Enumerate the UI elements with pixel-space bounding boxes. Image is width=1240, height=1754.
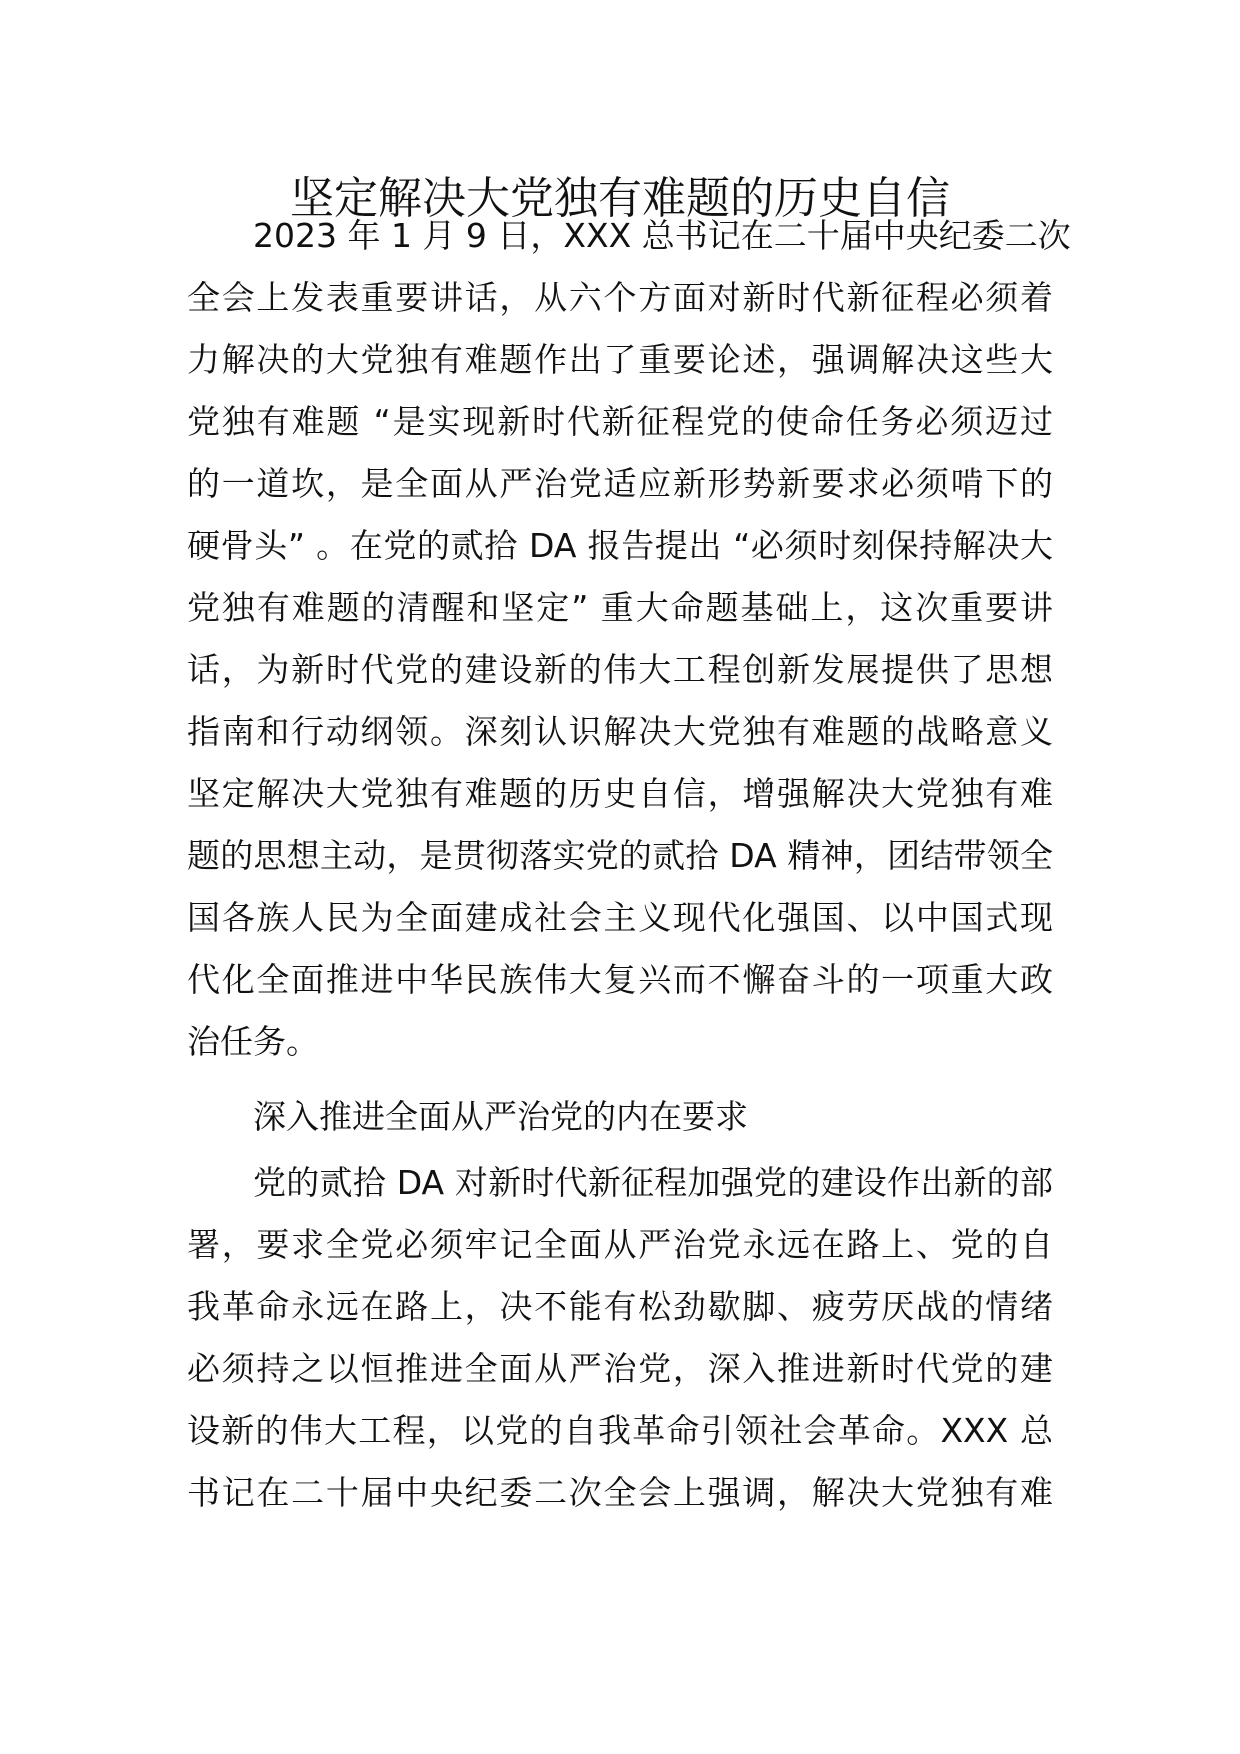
paragraph-line: 党独有难题的清醒和坚定” 重大命题基础上，这次重要讲 <box>187 588 1053 627</box>
paragraph-line: 指南和行动纲领。深刻认识解决大党独有难题的战略意义 <box>187 712 1053 751</box>
paragraph-line: 治任务。 <box>187 1022 319 1061</box>
paragraph-line: 的一道坎，是全面从严治党适应新形势新要求必须啃下的 <box>187 464 1053 503</box>
paragraph-line: 我革命永远在路上，决不能有松劲歇脚、疲劳厌战的情绪 <box>187 1287 1053 1326</box>
paragraph-line: 署，要求全党必须牢记全面从严治党永远在路上、党的自 <box>187 1225 1053 1264</box>
paragraph-line: 设新的伟大工程，以党的自我革命引领社会革命。XXX 总 <box>187 1411 1053 1450</box>
paragraph-line: 全会上发表重要讲话，从六个方面对新时代新征程必须着 <box>187 278 1053 317</box>
paragraph-line: 话，为新时代党的建设新的伟大工程创新发展提供了思想 <box>187 650 1053 689</box>
paragraph-line: 代化全面推进中华民族伟大复兴而不懈奋斗的一项重大政 <box>187 960 1053 999</box>
paragraph-line: 题的思想主动，是贯彻落实党的贰拾 DA 精神，团结带领全 <box>187 836 1053 875</box>
paragraph-line: 国各族人民为全面建成社会主义现代化强国、以中国式现 <box>187 898 1053 937</box>
paragraph-line: 必须持之以恒推进全面从严治党，深入推进新时代党的建 <box>187 1349 1053 1388</box>
paragraph-line: 坚定解决大党独有难题的历史自信，增强解决大党独有难 <box>187 774 1053 813</box>
paragraph-line: 力解决的大党独有难题作出了重要论述，强调解决这些大 <box>187 340 1053 379</box>
paragraph-line: 书记在二十届中央纪委二次全会上强调，解决大党独有难 <box>187 1473 1053 1512</box>
paragraph-line: 硬骨头” 。在党的贰拾 DA 报告提出 “必须时刻保持解决大 <box>187 526 1053 565</box>
section-heading: 深入推进全面从严治党的内在要求 <box>253 1097 748 1136</box>
paragraph-line: 党的贰拾 DA 对新时代新征程加强党的建设作出新的部 <box>253 1163 1053 1202</box>
paragraph-line: 党独有难题 “是实现新时代新征程党的使命任务必须迈过 <box>187 402 1053 441</box>
document-title: 坚定解决大党独有难题的历史自信 <box>290 173 950 224</box>
paragraph-line: 2023 年 1 月 9 日，XXX 总书记在二十届中央纪委二次 <box>253 216 1071 255</box>
